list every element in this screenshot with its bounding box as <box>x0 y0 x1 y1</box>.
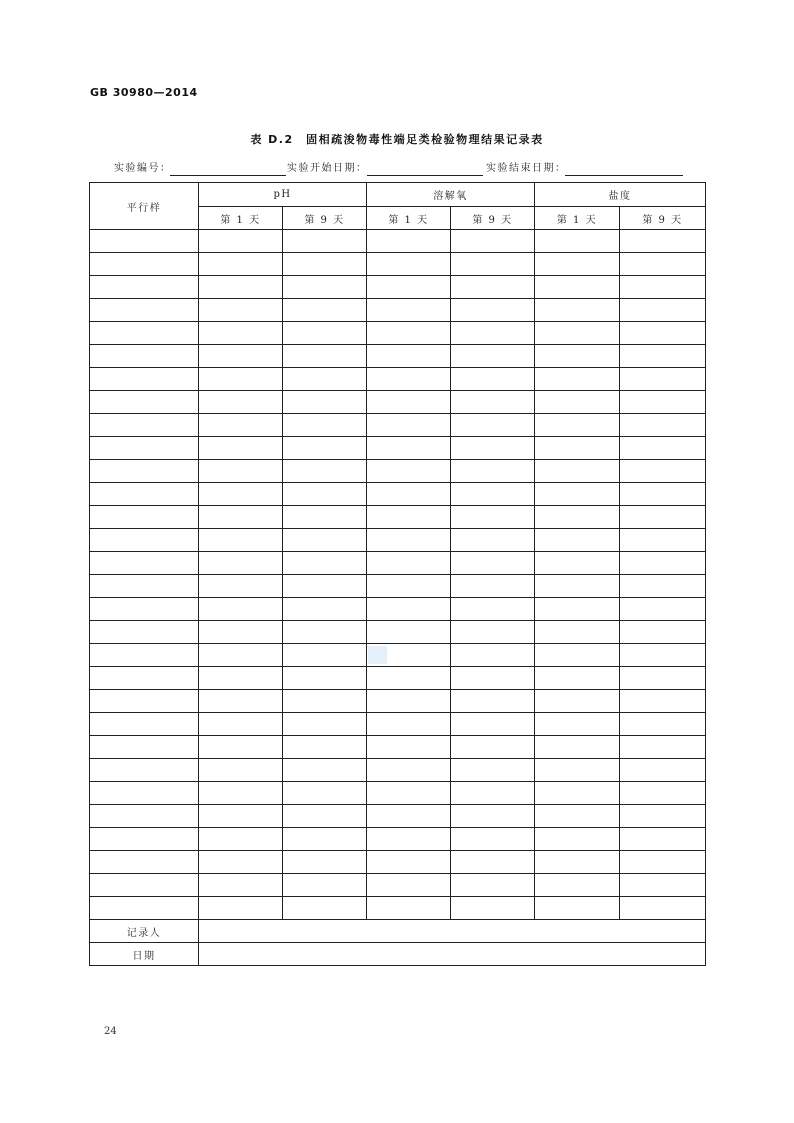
value-cell[interactable] <box>283 230 367 253</box>
value-cell[interactable] <box>451 529 535 552</box>
replicate-cell[interactable] <box>90 322 199 345</box>
value-cell[interactable] <box>535 598 620 621</box>
replicate-cell[interactable] <box>90 276 199 299</box>
ph-header: pH <box>199 183 367 207</box>
value-cell[interactable] <box>620 805 706 828</box>
replicate-cell[interactable] <box>90 299 199 322</box>
value-cell[interactable] <box>367 299 451 322</box>
value-cell[interactable] <box>283 552 367 575</box>
value-cell[interactable] <box>199 759 283 782</box>
value-cell[interactable] <box>620 276 706 299</box>
value-cell[interactable] <box>620 414 706 437</box>
experiment-no-label: 实验编号： <box>114 163 172 174</box>
value-cell[interactable] <box>199 805 283 828</box>
replicate-cell[interactable] <box>90 575 199 598</box>
value-cell[interactable] <box>367 621 451 644</box>
value-cell[interactable] <box>620 552 706 575</box>
table-row <box>90 736 706 759</box>
recorder-value-cell[interactable] <box>199 920 706 943</box>
value-cell[interactable] <box>367 552 451 575</box>
value-cell[interactable] <box>367 667 451 690</box>
replicate-cell[interactable] <box>90 414 199 437</box>
value-cell[interactable] <box>199 391 283 414</box>
experiment-no-field[interactable] <box>170 175 286 176</box>
value-cell[interactable] <box>451 621 535 644</box>
value-cell[interactable] <box>535 782 620 805</box>
value-cell[interactable] <box>535 322 620 345</box>
value-cell[interactable] <box>199 276 283 299</box>
value-cell[interactable] <box>199 667 283 690</box>
value-cell[interactable] <box>451 828 535 851</box>
value-cell[interactable] <box>451 483 535 506</box>
value-cell[interactable] <box>620 736 706 759</box>
value-cell[interactable] <box>199 828 283 851</box>
value-cell[interactable] <box>535 667 620 690</box>
value-cell[interactable] <box>620 690 706 713</box>
do-day9-header: 第 9 天 <box>451 207 535 230</box>
value-cell[interactable] <box>367 759 451 782</box>
value-cell[interactable] <box>451 690 535 713</box>
replicate-cell[interactable] <box>90 644 199 667</box>
value-cell[interactable] <box>620 253 706 276</box>
value-cell[interactable] <box>451 437 535 460</box>
replicate-cell[interactable] <box>90 529 199 552</box>
value-cell[interactable] <box>199 644 283 667</box>
value-cell[interactable] <box>367 598 451 621</box>
value-cell[interactable] <box>199 506 283 529</box>
value-cell[interactable] <box>451 851 535 874</box>
salinity-header: 盐度 <box>535 183 706 207</box>
value-cell[interactable] <box>367 828 451 851</box>
replicate-cell[interactable] <box>90 713 199 736</box>
value-cell[interactable] <box>535 368 620 391</box>
value-cell[interactable] <box>283 253 367 276</box>
value-cell[interactable] <box>367 483 451 506</box>
value-cell[interactable] <box>451 874 535 897</box>
value-cell[interactable] <box>283 782 367 805</box>
value-cell[interactable] <box>283 368 367 391</box>
value-cell[interactable] <box>283 644 367 667</box>
value-cell[interactable] <box>451 322 535 345</box>
value-cell[interactable] <box>535 897 620 920</box>
replicate-cell[interactable] <box>90 437 199 460</box>
table-row <box>90 552 706 575</box>
value-cell[interactable] <box>199 690 283 713</box>
table-row <box>90 437 706 460</box>
value-cell[interactable] <box>620 644 706 667</box>
value-cell[interactable] <box>199 345 283 368</box>
recorder-row <box>90 920 706 943</box>
value-cell[interactable] <box>451 759 535 782</box>
value-cell[interactable] <box>199 483 283 506</box>
value-cell[interactable] <box>283 460 367 483</box>
value-cell[interactable] <box>283 575 367 598</box>
replicate-cell[interactable] <box>90 897 199 920</box>
recorder-label: 记录人 <box>90 920 199 943</box>
value-cell[interactable] <box>535 414 620 437</box>
value-cell[interactable] <box>199 851 283 874</box>
table-row <box>90 460 706 483</box>
value-cell[interactable] <box>620 529 706 552</box>
table-row <box>90 414 706 437</box>
replicate-cell[interactable] <box>90 598 199 621</box>
value-cell[interactable] <box>367 253 451 276</box>
value-cell[interactable] <box>451 299 535 322</box>
value-cell[interactable] <box>199 897 283 920</box>
table-row <box>90 851 706 874</box>
table-row <box>90 644 706 667</box>
value-cell[interactable] <box>535 828 620 851</box>
salinity-day1-header: 第 1 天 <box>535 207 620 230</box>
value-cell[interactable] <box>620 598 706 621</box>
value-cell[interactable] <box>535 437 620 460</box>
table-row <box>90 345 706 368</box>
value-cell[interactable] <box>535 690 620 713</box>
table-row <box>90 874 706 897</box>
value-cell[interactable] <box>367 575 451 598</box>
value-cell[interactable] <box>620 897 706 920</box>
value-cell[interactable] <box>367 874 451 897</box>
replicate-cell[interactable] <box>90 506 199 529</box>
replicate-cell[interactable] <box>90 460 199 483</box>
table-row <box>90 690 706 713</box>
replicate-cell[interactable] <box>90 345 199 368</box>
table-row <box>90 621 706 644</box>
table-row <box>90 483 706 506</box>
replicate-cell[interactable] <box>90 621 199 644</box>
value-cell[interactable] <box>283 276 367 299</box>
value-cell[interactable] <box>367 736 451 759</box>
replicate-cell[interactable] <box>90 253 199 276</box>
value-cell[interactable] <box>283 713 367 736</box>
end-date-field[interactable] <box>565 175 683 176</box>
value-cell[interactable] <box>283 805 367 828</box>
value-cell[interactable] <box>283 690 367 713</box>
value-cell[interactable] <box>451 575 535 598</box>
replicate-cell[interactable] <box>90 874 199 897</box>
table-row <box>90 782 706 805</box>
value-cell[interactable] <box>283 621 367 644</box>
value-cell[interactable] <box>367 713 451 736</box>
table-row <box>90 276 706 299</box>
value-cell[interactable] <box>283 874 367 897</box>
value-cell[interactable] <box>367 322 451 345</box>
value-cell[interactable] <box>535 874 620 897</box>
replicate-cell[interactable] <box>90 828 199 851</box>
replicate-cell[interactable] <box>90 230 199 253</box>
experiment-meta-line <box>0 162 794 178</box>
value-cell[interactable] <box>199 782 283 805</box>
value-cell[interactable] <box>283 437 367 460</box>
value-cell[interactable] <box>451 552 535 575</box>
dissolved-oxygen-header: 溶解氧 <box>367 183 535 207</box>
value-cell[interactable] <box>620 782 706 805</box>
value-cell[interactable] <box>367 782 451 805</box>
value-cell[interactable] <box>283 851 367 874</box>
value-cell[interactable] <box>283 299 367 322</box>
value-cell[interactable] <box>199 253 283 276</box>
start-date-label: 实验开始日期： <box>287 163 368 174</box>
table-row <box>90 368 706 391</box>
value-cell[interactable] <box>451 667 535 690</box>
value-cell[interactable] <box>535 575 620 598</box>
value-cell[interactable] <box>367 529 451 552</box>
value-cell[interactable] <box>535 552 620 575</box>
header-row-groups <box>90 183 706 207</box>
replicate-cell[interactable] <box>90 552 199 575</box>
value-cell[interactable] <box>199 529 283 552</box>
value-cell[interactable] <box>199 874 283 897</box>
value-cell[interactable] <box>620 851 706 874</box>
value-cell[interactable] <box>283 736 367 759</box>
date-value-cell[interactable] <box>199 943 706 966</box>
value-cell[interactable] <box>199 460 283 483</box>
value-cell[interactable] <box>535 460 620 483</box>
value-cell[interactable] <box>283 506 367 529</box>
table-row <box>90 299 706 322</box>
date-row <box>90 943 706 966</box>
value-cell[interactable] <box>620 368 706 391</box>
value-cell[interactable] <box>199 414 283 437</box>
value-cell[interactable] <box>620 713 706 736</box>
value-cell[interactable] <box>283 828 367 851</box>
physical-results-table <box>89 182 706 966</box>
value-cell[interactable] <box>451 736 535 759</box>
value-cell[interactable] <box>283 529 367 552</box>
value-cell[interactable] <box>283 414 367 437</box>
replicate-cell[interactable] <box>90 483 199 506</box>
value-cell[interactable] <box>451 276 535 299</box>
value-cell[interactable] <box>535 506 620 529</box>
replicate-cell[interactable] <box>90 368 199 391</box>
value-cell[interactable] <box>451 345 535 368</box>
replicate-cell[interactable] <box>90 782 199 805</box>
value-cell[interactable] <box>620 575 706 598</box>
value-cell[interactable] <box>620 230 706 253</box>
value-cell[interactable] <box>367 805 451 828</box>
value-cell[interactable] <box>620 299 706 322</box>
value-cell[interactable] <box>451 230 535 253</box>
value-cell[interactable] <box>535 345 620 368</box>
page-number: 24 <box>104 1026 117 1037</box>
value-cell[interactable] <box>199 322 283 345</box>
table-row <box>90 506 706 529</box>
replicate-cell[interactable] <box>90 667 199 690</box>
value-cell[interactable] <box>535 805 620 828</box>
value-cell[interactable] <box>451 897 535 920</box>
value-cell[interactable] <box>451 598 535 621</box>
end-date-label: 实验结束日期： <box>486 163 567 174</box>
value-cell[interactable] <box>451 644 535 667</box>
watermark-mark <box>368 646 387 664</box>
value-cell[interactable] <box>283 391 367 414</box>
start-date-field[interactable] <box>367 175 483 176</box>
replicate-cell[interactable] <box>90 736 199 759</box>
value-cell[interactable] <box>451 414 535 437</box>
value-cell[interactable] <box>451 253 535 276</box>
table-title: 表 D.2 固相疏浚物毒性端足类检验物理结果记录表 <box>250 133 544 146</box>
value-cell[interactable] <box>283 483 367 506</box>
table-row <box>90 230 706 253</box>
ph-day9-header: 第 9 天 <box>283 207 367 230</box>
value-cell[interactable] <box>535 253 620 276</box>
value-cell[interactable] <box>367 851 451 874</box>
value-cell[interactable] <box>367 690 451 713</box>
value-cell[interactable] <box>620 621 706 644</box>
value-cell[interactable] <box>620 345 706 368</box>
salinity-day9-header: 第 9 天 <box>620 207 706 230</box>
value-cell[interactable] <box>367 368 451 391</box>
value-cell[interactable] <box>535 736 620 759</box>
value-cell[interactable] <box>451 368 535 391</box>
value-cell[interactable] <box>535 529 620 552</box>
value-cell[interactable] <box>283 345 367 368</box>
table-row <box>90 391 706 414</box>
value-cell[interactable] <box>620 483 706 506</box>
value-cell[interactable] <box>283 897 367 920</box>
value-cell[interactable] <box>367 897 451 920</box>
value-cell[interactable] <box>620 828 706 851</box>
value-cell[interactable] <box>535 621 620 644</box>
value-cell[interactable] <box>620 322 706 345</box>
value-cell[interactable] <box>367 506 451 529</box>
value-cell[interactable] <box>367 414 451 437</box>
value-cell[interactable] <box>620 460 706 483</box>
table-row <box>90 575 706 598</box>
value-cell[interactable] <box>535 483 620 506</box>
value-cell[interactable] <box>535 391 620 414</box>
value-cell[interactable] <box>451 713 535 736</box>
value-cell[interactable] <box>535 851 620 874</box>
replicate-header: 平行样 <box>90 183 199 230</box>
ph-day1-header: 第 1 天 <box>199 207 283 230</box>
table-row <box>90 253 706 276</box>
value-cell[interactable] <box>199 713 283 736</box>
table-row <box>90 897 706 920</box>
table-row <box>90 667 706 690</box>
value-cell[interactable] <box>367 460 451 483</box>
value-cell[interactable] <box>535 644 620 667</box>
value-cell[interactable] <box>199 368 283 391</box>
value-cell[interactable] <box>367 345 451 368</box>
value-cell[interactable] <box>620 506 706 529</box>
replicate-cell[interactable] <box>90 759 199 782</box>
value-cell[interactable] <box>535 230 620 253</box>
value-cell[interactable] <box>620 667 706 690</box>
value-cell[interactable] <box>283 759 367 782</box>
table-row <box>90 529 706 552</box>
value-cell[interactable] <box>367 276 451 299</box>
value-cell[interactable] <box>199 598 283 621</box>
value-cell[interactable] <box>283 598 367 621</box>
value-cell[interactable] <box>199 736 283 759</box>
value-cell[interactable] <box>451 506 535 529</box>
value-cell[interactable] <box>199 230 283 253</box>
replicate-cell[interactable] <box>90 391 199 414</box>
date-label: 日期 <box>90 943 199 966</box>
do-day1-header: 第 1 天 <box>367 207 451 230</box>
table-row <box>90 828 706 851</box>
value-cell[interactable] <box>199 621 283 644</box>
value-cell[interactable] <box>535 299 620 322</box>
value-cell[interactable] <box>367 437 451 460</box>
value-cell[interactable] <box>620 874 706 897</box>
table-row <box>90 713 706 736</box>
value-cell[interactable] <box>451 460 535 483</box>
value-cell[interactable] <box>367 230 451 253</box>
value-cell[interactable] <box>535 713 620 736</box>
standard-code: GB 30980—2014 <box>90 86 198 99</box>
value-cell[interactable] <box>283 322 367 345</box>
value-cell[interactable] <box>199 299 283 322</box>
table-row <box>90 598 706 621</box>
value-cell[interactable] <box>199 552 283 575</box>
value-cell[interactable] <box>451 782 535 805</box>
value-cell[interactable] <box>535 759 620 782</box>
replicate-cell[interactable] <box>90 851 199 874</box>
value-cell[interactable] <box>451 391 535 414</box>
table-row <box>90 759 706 782</box>
value-cell[interactable] <box>199 575 283 598</box>
value-cell[interactable] <box>620 759 706 782</box>
value-cell[interactable] <box>620 391 706 414</box>
value-cell[interactable] <box>283 667 367 690</box>
value-cell[interactable] <box>620 437 706 460</box>
replicate-cell[interactable] <box>90 690 199 713</box>
replicate-cell[interactable] <box>90 805 199 828</box>
table-row <box>90 322 706 345</box>
table-row <box>90 805 706 828</box>
value-cell[interactable] <box>367 391 451 414</box>
value-cell[interactable] <box>451 805 535 828</box>
value-cell[interactable] <box>199 437 283 460</box>
value-cell[interactable] <box>535 276 620 299</box>
